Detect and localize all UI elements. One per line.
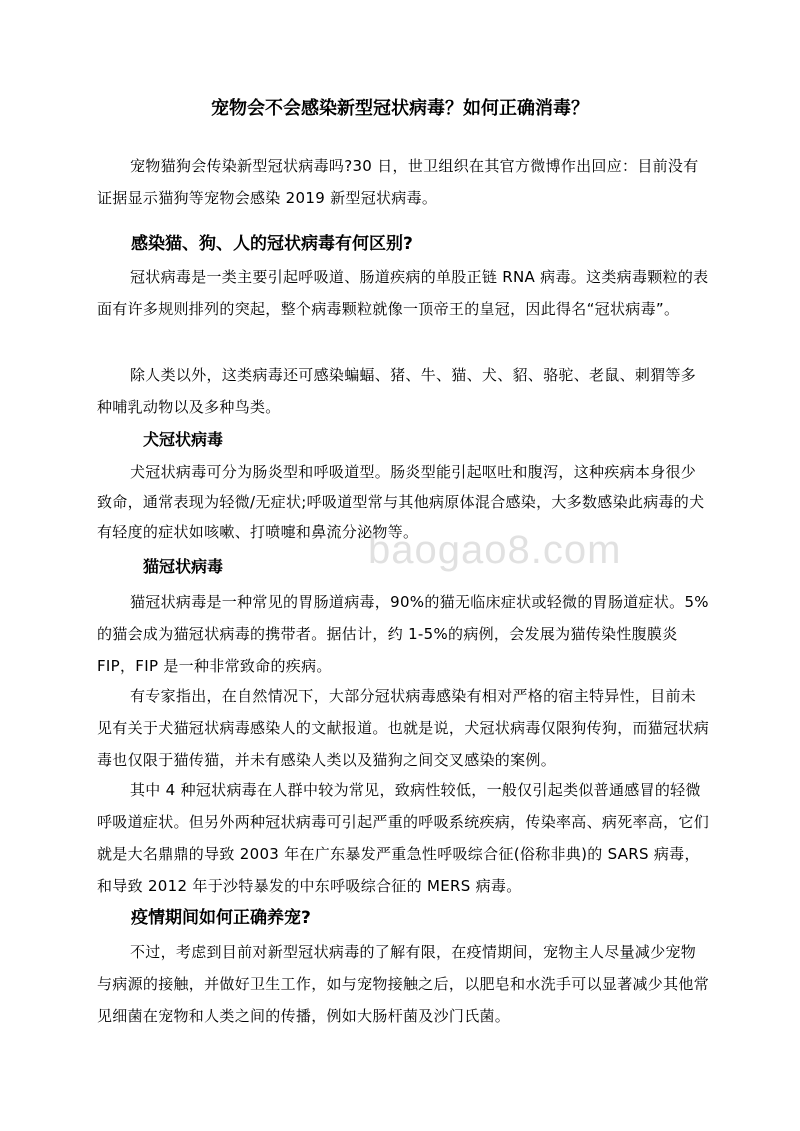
intro-paragraph: 宠物猫狗会传染新型冠状病毒吗?30 日，世卫组织在其官方微博作出回应：目前没有证据显示猫狗等宠物会感染 2019 新型冠状病毒。 [97, 157, 699, 207]
paragraph-cat-coronavirus: 猫冠状病毒是一种常见的胃肠道病毒，90%的猫无临床症状或轻微的胃肠道症状。5%的猫会成为猫冠状病毒的携带者。据估计，约 1-5%的病例，会发展为猫传染性腹膜炎 FIP，FIP 是一种非常致命的疾病。 [97, 593, 709, 675]
watermark: baogao8.com [368, 528, 622, 572]
section-heading-pet-care: 疫情期间如何正确养宠? [131, 908, 311, 928]
paragraph-host-range: 除人类以外，这类病毒还可感染蝙蝠、猪、牛、猫、犬、貂、骆驼、老鼠、刺猬等多种哺乳动物以及多种鸟类。 [97, 366, 697, 416]
section-heading-dog-coronavirus: 犬冠状病毒 [143, 430, 224, 449]
section-heading-cat-coronavirus: 猫冠状病毒 [143, 557, 224, 576]
paragraph-coronavirus-definition: 冠状病毒是一类主要引起呼吸道、肠道疾病的单股正链 RNA 病毒。这类病毒颗粒的表面有许多规则排列的突起，整个病毒颗粒就像一顶帝王的皇冠，因此得名“冠状病毒”。 [97, 268, 709, 318]
paragraph-pet-care: 不过，考虑到目前对新型冠状病毒的了解有限，在疫情期间，宠物主人尽量减少宠物与病源的接触，并做好卫生工作，如与宠物接触之后，以肥皂和水洗手可以显著减少其他常见细菌在宠物和人类之间的传播，例如大肠杆菌及沙门氏菌。 [97, 943, 710, 1025]
document-title: 宠物会不会感染新型冠状病毒？如何正确消毒？ [211, 98, 589, 119]
paragraph-dog-coronavirus: 犬冠状病毒可分为肠炎型和呼吸道型。肠炎型能引起呕吐和腹泻，这种疾病本身很少致命，通常表现为轻微/无症状;呼吸道型常与其他病原体混合感染，大多数感染此病毒的犬有轻度的症状如咳嗽、打喷嚏和鼻流分泌物等。 [97, 463, 705, 541]
paragraph-human-coronaviruses: 其中 4 种冠状病毒在人群中较为常见，致病性较低，一般仅引起类似普通感冒的轻微呼吸道症状。但另外两种冠状病毒可引起严重的呼吸系统疾病，传染率高、病死率高，它们就是大名鼎鼎的导致 2003 年在广东暴发严重急性呼吸综合征(俗称非典)的 SARS 病毒，和导致 2012 年于沙特暴发的中东呼吸综合征的 MERS 病毒。 [97, 781, 710, 895]
paragraph-host-specificity: 有专家指出，在自然情况下，大部分冠状病毒感染有相对严格的宿主特异性，目前未见有关于犬猫冠状病毒感染人的文献报道。也就是说，犬冠状病毒仅限狗传狗，而猫冠状病毒也仅限于猫传猫，并未有感染人类以及猫狗之间交叉感染的案例。 [97, 687, 710, 769]
section-heading-difference: 感染猫、狗、人的冠状病毒有何区别? [131, 234, 413, 254]
